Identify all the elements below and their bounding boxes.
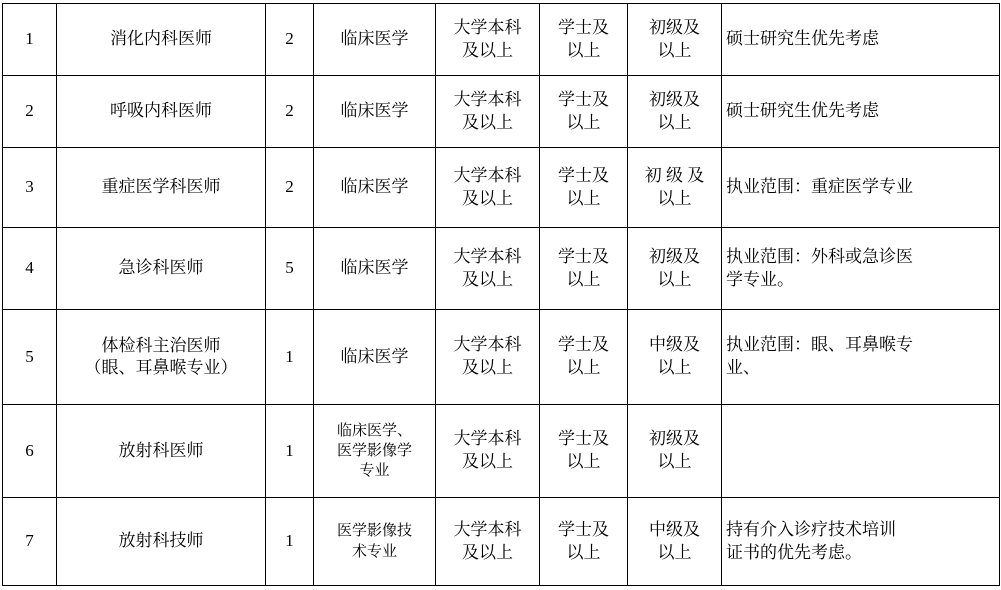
cell-headcount: 1: [266, 310, 314, 405]
cell-degree: [540, 405, 628, 498]
cell-job-title: [628, 498, 722, 586]
cell-degree-line1: 学士及: [558, 89, 609, 109]
cell-headcount: 5: [266, 228, 314, 310]
cell-degree-line1: 学士及: [558, 17, 609, 37]
cell-education: [436, 76, 540, 148]
cell-job-title-line1: 初级及: [649, 17, 700, 37]
cell-degree: [540, 498, 628, 586]
cell-remark: [722, 4, 1000, 76]
cell-job-title: [628, 228, 722, 310]
cell-major-line2: 术专业: [351, 543, 397, 560]
cell-education-line2: 及以上: [462, 269, 513, 289]
cell-row-number: 4: [3, 228, 57, 310]
cell-degree-line2: 以上: [566, 269, 601, 289]
cell-job-title: [628, 4, 722, 76]
cell-major: 临床医学: [314, 228, 436, 310]
cell-job-title-line2: 以上: [657, 452, 692, 471]
cell-education: [436, 310, 540, 405]
table-row: [3, 4, 1000, 76]
cell-job-title-line1: 中级及: [649, 335, 700, 355]
cell-major: 临床医学: [314, 310, 436, 405]
cell-degree-line2: 以上: [566, 40, 601, 60]
cell-degree-line2: 以上: [566, 112, 601, 132]
cell-job-title-line1: 初 级 及: [644, 165, 705, 185]
cell-job-title: [628, 405, 722, 498]
cell-education-line2: 及以上: [462, 188, 513, 208]
cell-row-number: 1: [3, 4, 57, 76]
cell-major-line1: 临床医学、: [336, 422, 412, 439]
cell-post-name: [57, 310, 266, 405]
cell-education-line2: 及以上: [462, 542, 513, 562]
cell-education-line1: 大学本科: [453, 519, 522, 539]
cell-degree: [540, 310, 628, 405]
cell-degree-line1: 学士及: [558, 429, 609, 449]
cell-major: [314, 498, 436, 586]
cell-degree: [540, 228, 628, 310]
cell-post-name-line2: （眼、耳鼻喉专业）: [84, 358, 238, 377]
cell-major: [314, 405, 436, 498]
cell-remark: [722, 310, 1000, 405]
cell-major: 临床医学: [314, 76, 436, 148]
table-row: [3, 405, 1000, 498]
cell-post-name: 放射科医师: [57, 405, 266, 498]
cell-job-title-line2: 以上: [657, 269, 692, 289]
cell-job-title-line1: 初级及: [649, 429, 700, 449]
cell-remark-line1: 持有介入诊疗技术培训: [726, 519, 896, 539]
cell-remark: [722, 405, 1000, 498]
cell-remark: [722, 148, 1000, 228]
cell-degree-line2: 以上: [566, 358, 601, 377]
cell-education-line1: 大学本科: [453, 17, 522, 37]
cell-post-name: 重症医学科医师: [57, 148, 266, 228]
cell-headcount: 1: [266, 498, 314, 586]
cell-job-title: [628, 148, 722, 228]
cell-degree-line1: 学士及: [558, 335, 609, 355]
cell-remark: [722, 228, 1000, 310]
cell-remark: [722, 498, 1000, 586]
cell-degree-line1: 学士及: [558, 165, 609, 185]
cell-row-number: 7: [3, 498, 57, 586]
cell-job-title-line2: 以上: [657, 358, 692, 377]
cell-remark-line1: 执业范围：眼、耳鼻喉专: [726, 335, 913, 355]
cell-education-line2: 及以上: [462, 112, 513, 132]
cell-education-line1: 大学本科: [453, 429, 522, 449]
cell-post-name: 消化内科医师: [57, 4, 266, 76]
cell-remark-line2: 业、: [726, 358, 760, 377]
table-row: [3, 498, 1000, 586]
cell-row-number: 3: [3, 148, 57, 228]
cell-major-line2: 医学影像学: [336, 442, 412, 459]
cell-remark-line1: 执业范围：外科或急诊医: [726, 246, 913, 266]
table-row: [3, 310, 1000, 405]
cell-row-number: 5: [3, 310, 57, 405]
cell-education-line2: 及以上: [462, 40, 513, 60]
cell-job-title-line1: 初级及: [649, 89, 700, 109]
cell-headcount: 1: [266, 405, 314, 498]
cell-major-line1: 医学影像技: [336, 523, 412, 540]
cell-headcount: 2: [266, 76, 314, 148]
table-row: [3, 76, 1000, 148]
cell-education-line1: 大学本科: [453, 335, 522, 355]
cell-education-line1: 大学本科: [453, 246, 522, 266]
cell-headcount: 2: [266, 148, 314, 228]
cell-job-title: [628, 76, 722, 148]
cell-degree-line2: 以上: [566, 188, 601, 208]
cell-remark-line2: 学专业。: [726, 269, 794, 289]
cell-post-name-line1: 体检科主治医师: [101, 335, 221, 355]
cell-degree: [540, 4, 628, 76]
table-row: [3, 228, 1000, 310]
cell-job-title-line2: 以上: [657, 542, 692, 562]
cell-degree-line1: 学士及: [558, 519, 609, 539]
cell-remark-line1: 硕士研究生优先考虑: [726, 29, 879, 49]
cell-degree-line2: 以上: [566, 542, 601, 562]
cell-job-title-line2: 以上: [657, 188, 692, 208]
cell-education-line2: 及以上: [462, 358, 513, 377]
cell-headcount: 2: [266, 4, 314, 76]
cell-row-number: 6: [3, 405, 57, 498]
cell-education: [436, 148, 540, 228]
cell-degree: [540, 76, 628, 148]
cell-post-name: 放射科技师: [57, 498, 266, 586]
cell-row-number: 2: [3, 76, 57, 148]
table-row: [3, 148, 1000, 228]
cell-job-title-line2: 以上: [657, 40, 692, 60]
cell-remark-line2: 证书的优先考虑。: [726, 542, 862, 562]
cell-education-line2: 及以上: [462, 452, 513, 471]
cell-remark: [722, 76, 1000, 148]
cell-major-line3: 专业: [359, 463, 390, 480]
cell-major: 临床医学: [314, 148, 436, 228]
recruitment-table: [2, 3, 1000, 586]
cell-education: [436, 228, 540, 310]
cell-job-title: [628, 310, 722, 405]
cell-education: [436, 4, 540, 76]
cell-education: [436, 498, 540, 586]
cell-job-title-line1: 初级及: [649, 246, 700, 266]
cell-degree: [540, 148, 628, 228]
cell-education-line1: 大学本科: [453, 89, 522, 109]
cell-degree-line1: 学士及: [558, 246, 609, 266]
cell-job-title-line2: 以上: [657, 112, 692, 132]
cell-post-name: 急诊科医师: [57, 228, 266, 310]
cell-post-name: 呼吸内科医师: [57, 76, 266, 148]
cell-job-title-line1: 中级及: [649, 519, 700, 539]
cell-remark-line1: 硕士研究生优先考虑: [726, 101, 879, 121]
cell-education-line1: 大学本科: [453, 165, 522, 185]
cell-education: [436, 405, 540, 498]
cell-remark-line1: 执业范围：重症医学专业: [726, 177, 913, 197]
cell-major: 临床医学: [314, 4, 436, 76]
cell-degree-line2: 以上: [566, 452, 601, 471]
